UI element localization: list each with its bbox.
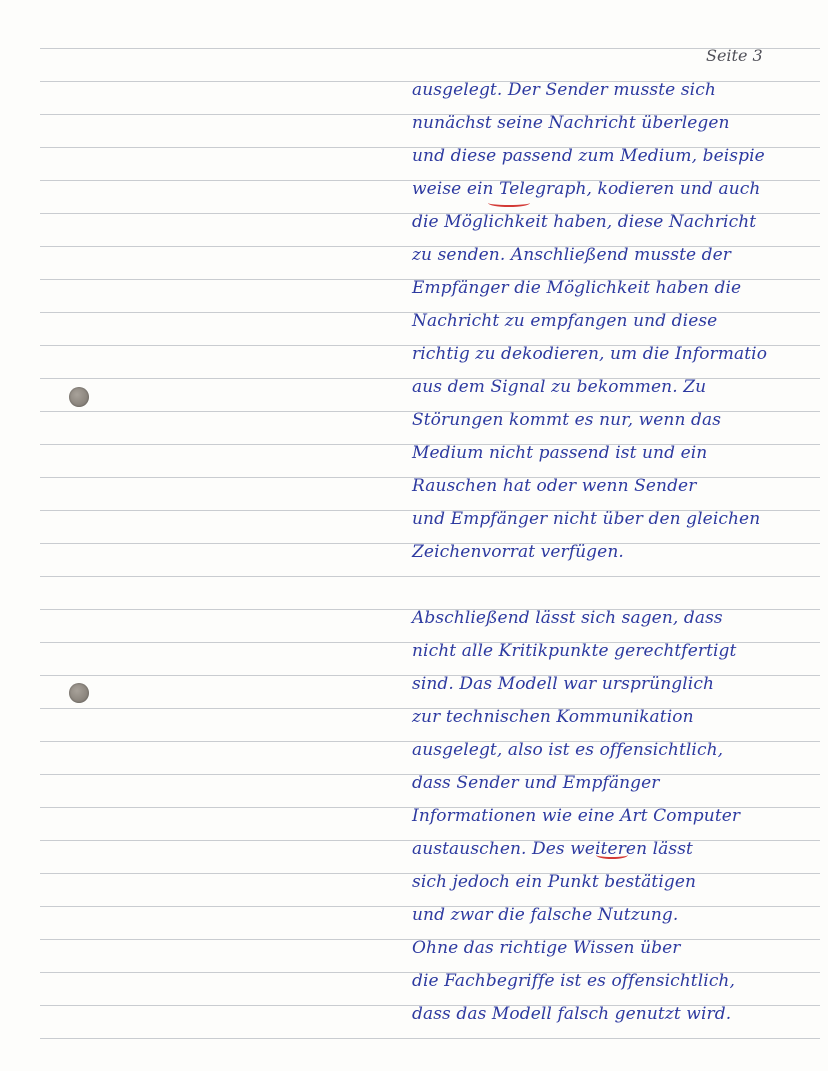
handwritten-line: austauschen. Des weiteren lässt xyxy=(412,839,693,859)
handwritten-line: die Möglichkeit haben, diese Nachricht xyxy=(412,212,757,232)
ruled-line xyxy=(40,1038,820,1039)
ruled-line xyxy=(40,576,820,577)
handwritten-line: ausgelegt, also ist es offensichtlich, xyxy=(412,740,724,760)
handwritten-line: sich jedoch ein Punkt bestätigen xyxy=(412,872,697,892)
handwritten-line: sind. Das Modell war ursprünglich xyxy=(412,674,715,694)
correction-mark xyxy=(596,851,628,859)
handwritten-line: nunächst seine Nachricht überlegen xyxy=(412,113,730,133)
handwritten-line: zur technischen Kommunikation xyxy=(412,707,694,727)
handwritten-line: dass Sender und Empfänger xyxy=(412,773,660,793)
handwritten-line: Rauschen hat oder wenn Sender xyxy=(412,476,697,496)
handwritten-line: aus dem Signal zu bekommen. Zu xyxy=(412,377,707,397)
handwritten-line: Medium nicht passend ist und ein xyxy=(412,443,708,463)
handwritten-line: weise ein Telegraph, kodieren und auch xyxy=(412,179,761,199)
handwritten-line: Zeichenvorrat verfügen. xyxy=(412,542,624,562)
handwritten-line: nicht alle Kritikpunkte gerechtfertigt xyxy=(412,641,737,661)
punch-hole-top xyxy=(69,387,89,407)
handwritten-line: die Fachbegriffe ist es offensichtlich, xyxy=(412,971,735,991)
punch-hole-bottom xyxy=(69,683,89,703)
ruled-line xyxy=(40,48,820,49)
handwritten-line: und zwar die falsche Nutzung. xyxy=(412,905,679,925)
correction-mark xyxy=(488,199,530,207)
handwritten-line: ausgelegt. Der Sender musste sich xyxy=(412,80,716,100)
handwritten-line: Informationen wie eine Art Computer xyxy=(412,806,741,826)
handwritten-line: und diese passend zum Medium, beispie xyxy=(412,146,765,166)
handwritten-line: Nachricht zu empfangen und diese xyxy=(412,311,718,331)
handwritten-line: Empfänger die Möglichkeit haben die xyxy=(412,278,742,298)
handwritten-line: dass das Modell falsch genutzt wird. xyxy=(412,1004,732,1024)
handwritten-line: Ohne das richtige Wissen über xyxy=(412,938,681,958)
handwritten-line: Störungen kommt es nur, wenn das xyxy=(412,410,722,430)
handwritten-line: zu senden. Anschließend musste der xyxy=(412,245,732,265)
page-number: Seite 3 xyxy=(706,46,763,65)
handwritten-line: und Empfänger nicht über den gleichen xyxy=(412,509,761,529)
handwritten-line: richtig zu dekodieren, um die Informatio xyxy=(412,344,768,364)
handwritten-line: Abschließend lässt sich sagen, dass xyxy=(412,608,723,628)
